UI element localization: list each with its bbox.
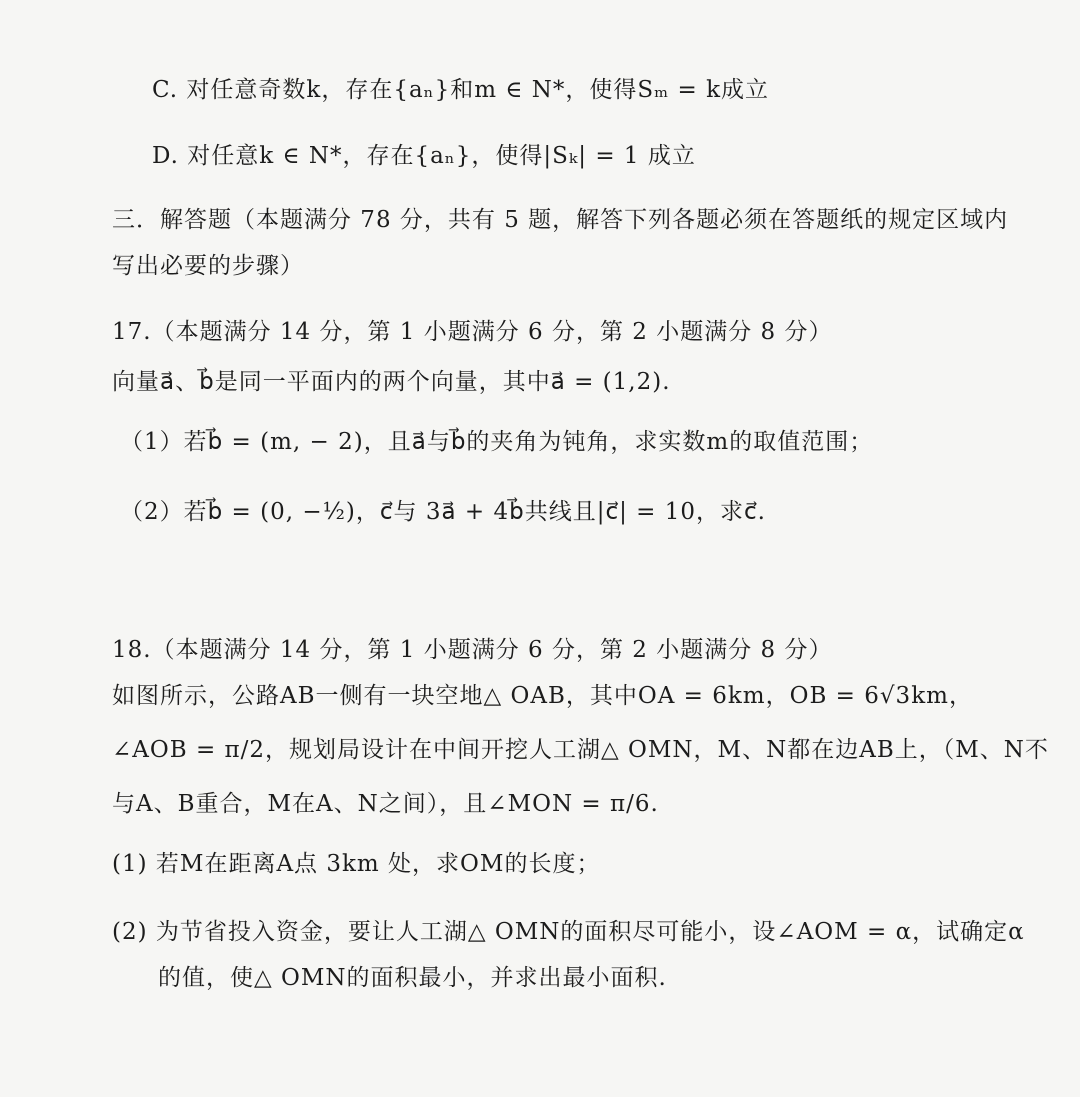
q18-stem-line-1: 如图所示，公路AB一侧有一块空地△ OAB，其中OA = 6km，OB = 6√3km， bbox=[112, 683, 973, 709]
q18-stem-line-2: ∠AOB = π/2，规划局设计在中间开挖人工湖△ OMN，M、N都在边AB上，（M、N不 bbox=[112, 737, 1049, 763]
q18-part-2-line-2: 的值，使△ OMN的面积最小，并求出最小面积. bbox=[158, 965, 667, 991]
q18-header: 18.（本题满分 14 分，第 1 小题满分 6 分，第 2 小题满分 8 分） bbox=[112, 637, 833, 663]
q18-part-2-line-1: (2) 为节省投入资金，要让人工湖△ OMN的面积尽可能小，设∠AOM = α，试确定α bbox=[112, 919, 1025, 945]
section-heading-line-1: 三．解答题（本题满分 78 分，共有 5 题，解答下列各题必须在答题纸的规定区域内 bbox=[112, 207, 1009, 233]
q18-part-1: (1) 若M在距离A点 3km 处，求OM的长度； bbox=[112, 851, 601, 877]
option-c: C. 对任意奇数k，存在{aₙ}和m ∈ N*，使得Sₘ = k成立 bbox=[152, 77, 770, 103]
option-d: D. 对任意k ∈ N*，存在{aₙ}，使得|Sₖ| = 1 成立 bbox=[152, 143, 696, 169]
q17-header: 17.（本题满分 14 分，第 1 小题满分 6 分，第 2 小题满分 8 分） bbox=[112, 319, 833, 345]
q17-part-2: （2）若b⃗ = (0, −½)，c⃗与 3a⃗ + 4b⃗共线且|c⃗| = 10，求c⃗. bbox=[120, 499, 766, 525]
section-heading-line-2: 写出必要的步骤） bbox=[112, 253, 304, 279]
q18-stem-line-3: 与A、B重合，M在A、N之间），且∠MON = π/6. bbox=[112, 791, 659, 817]
q17-stem: 向量a⃗、b⃗是同一平面内的两个向量，其中a⃗ = (1,2). bbox=[112, 369, 671, 395]
q17-part-1: （1）若b⃗ = (m, − 2)，且a⃗与b⃗的夹角为钝角，求实数m的取值范围； bbox=[120, 429, 874, 455]
